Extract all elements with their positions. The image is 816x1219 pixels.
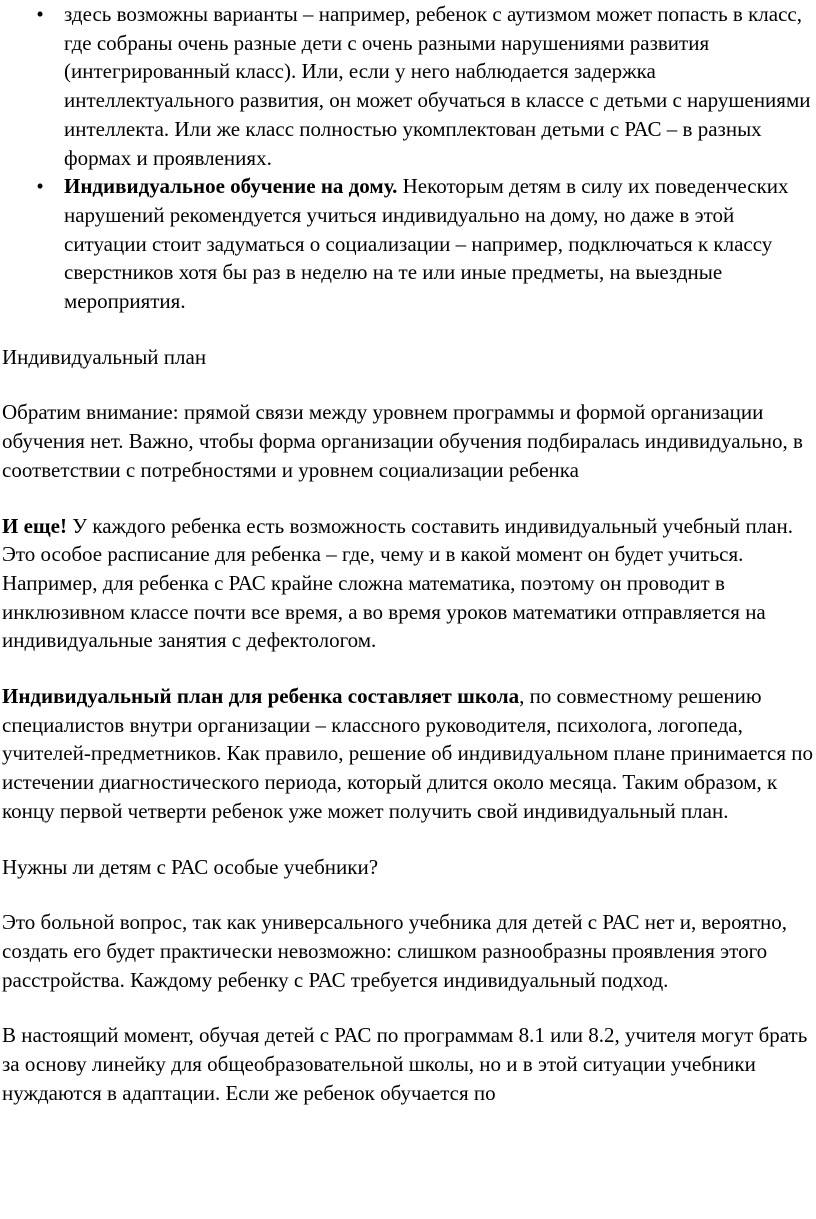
- paragraph-attention: Обратим внимание: прямой связи между уровнем программы и формой организации обучения нет. Важно, чтобы форма организации обучения подбиралась индивидуально, в соответствии с потребностями и уровнем социализации ребенка: [2, 400, 803, 482]
- paragraph-school: [2, 682, 816, 826]
- paragraph-school-text: , по совместному решению специалистов внутри организации – классного руководителя, психолога, логопеда, учителей-предметников. Как правило, решение об индивидуальном плане принимается по истечении диагностического периода, который длится около месяца. Таким образом, к концу первой четверти ребенок уже может получить свой индивидуальный план.: [2, 684, 813, 823]
- list-item-text: здесь возможны варианты – например, ребенок с аутизмом может попасть в класс, где собраны очень разные дети с очень разными нарушениями развития (интегрированный класс). Или, если у него наблюдается задержка интеллектуального развития, он может обучаться в классе с детьми с нарушениями интеллекта. Или же класс полностью укомплектован детьми с РАС – в разных формах и проявлениях.: [64, 2, 811, 170]
- paragraph-more: [2, 512, 816, 656]
- bullet-icon: •: [36, 174, 44, 199]
- paragraph-school-bold: Индивидуальный план для ребенка составляет школа: [2, 684, 520, 709]
- bullet-list: [2, 0, 816, 316]
- list-item: [36, 0, 816, 172]
- paragraph-more-text: У каждого ребенка есть возможность составить индивидуальный учебный план. Это особое расписание для ребенка – где, чему и в какой момент он будет учиться. Например, для ребенка с РАС крайне сложна математика, поэтому он проводит в инклюзивном классе почти все время, а во время уроков математики отправляется на индивидуальные занятия с дефектологом.: [2, 513, 793, 653]
- list-item-text: Некоторым детям в силу их поведенческих нарушений рекомендуется учиться индивидуально на дому, но даже в этой ситуации стоит задуматься о социализации – например, подключаться к классу сверстников хотя бы раз в неделю на те или иные предметы, на выездные мероприятия.: [64, 174, 789, 314]
- list-item: [36, 172, 816, 316]
- list-item-bold: Индивидуальное обучение на дому.: [64, 174, 398, 199]
- section-heading-textbooks: Нужны ли детям с РАС особые учебники?: [2, 854, 379, 879]
- paragraph-now: В настоящий момент, обучая детей с РАС по программам 8.1 или 8.2, учителя могут брать за основу линейку для общеобразовательной школы, но и в этой ситуации учебники нуждаются в адаптации. Если же ребенок обучается по: [2, 1023, 808, 1105]
- paragraph-more-bold: И еще!: [2, 513, 67, 538]
- section-heading-plan: Индивидуальный план: [2, 344, 207, 369]
- paragraph-painful: Это больной вопрос, так как универсального учебника для детей с РАС нет и, вероятно, создать его будет практически невозможно: слишком разнообразны проявления этого расстройства. Каждому ребенку с РАС требуется индивидуальный подход.: [2, 910, 787, 992]
- bullet-icon: •: [36, 2, 44, 26]
